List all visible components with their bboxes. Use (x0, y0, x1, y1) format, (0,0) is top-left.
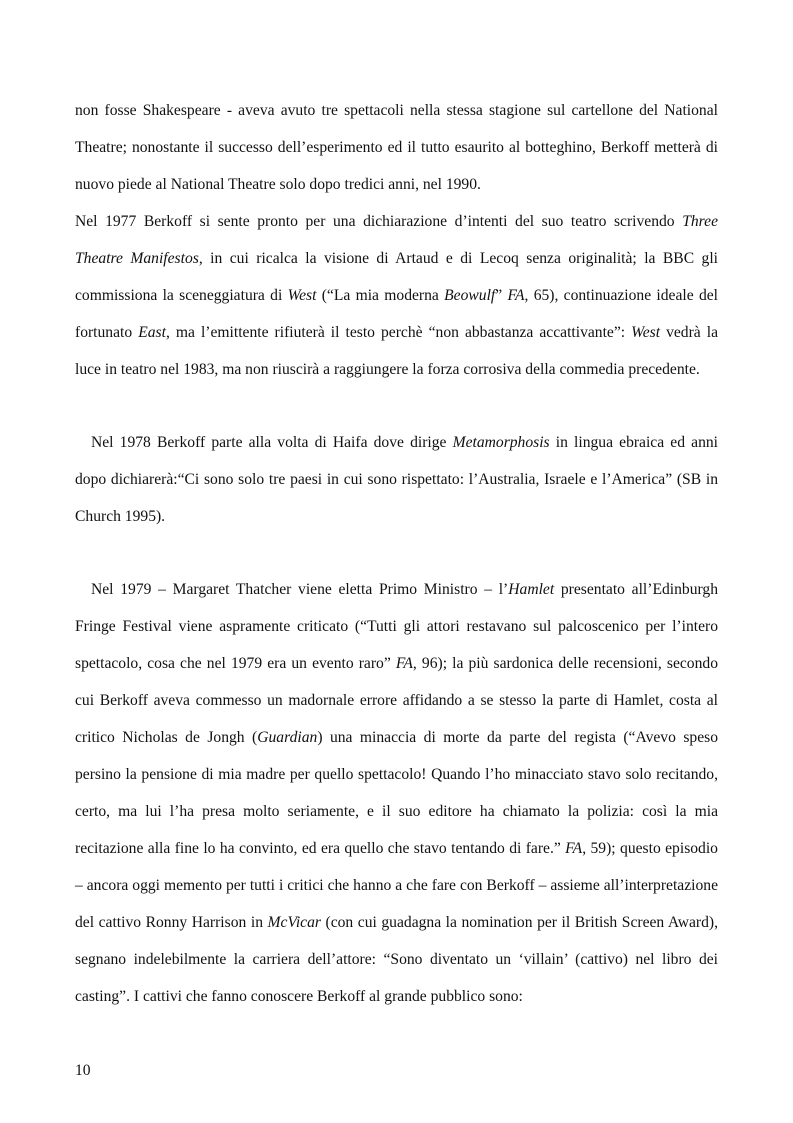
paragraph-2 (75, 203, 718, 388)
italic-title-text: East (138, 324, 166, 341)
body-text: presentato all’Edinburgh Fringe Festival viene aspramente criticato (“Tutti gli attori restavano sul palcoscenico per l’intero spettacolo, cosa che nel 1979 era un evento raro” (75, 581, 718, 672)
paragraph-1 (75, 92, 718, 203)
body-text: , 65), continuazione ideale del fortunato (75, 287, 718, 341)
body-text: ” (495, 287, 508, 304)
italic-title-text: McVicar (267, 914, 321, 931)
body-text: in lingua ebraica ed anni dopo dichiarerà:“Ci sono solo tre paesi in cui sono rispettato: l’Australia, Israele e l’America” (SB in Church 1995). (75, 434, 718, 525)
paragraph-spacer (75, 535, 718, 571)
body-text: , ma l’emittente rifiuterà il testo perchè “non abbastanza accattivante”: (165, 324, 632, 341)
body-text: (con cui guadagna la nomination per il British Screen Award), segnano indelebilmente la carriera dell’attore: “Sono diventato un ‘villain’ (cattivo) nel libro dei casting”. I cattivi che fanno conoscere Berkoff al grande pubblico sono: (75, 914, 718, 1005)
body-text: (“La mia moderna (316, 287, 445, 304)
italic-title-text: Metamorphosis (452, 434, 550, 451)
italic-title-text: West (287, 287, 317, 304)
paragraph-3 (75, 424, 718, 535)
body-text: , 59); questo episodio – ancora oggi memento per tutti i critici che hanno a che fare con Berkoff – assieme all’interpretazione del cattivo Ronny Harrison in (75, 840, 718, 931)
paragraph-4 (75, 571, 718, 1015)
document-page (75, 92, 718, 1015)
page-number: 10 (75, 1062, 91, 1079)
body-text: , 96); la più sardonica delle recensioni, secondo cui Berkoff aveva commesso un madornale errore affidando a se stesso la parte di Hamlet, costa al critico Nicholas de Jongh ( (75, 655, 718, 746)
italic-title-text: Guardian (257, 729, 318, 746)
body-text: Nel 1977 Berkoff si sente pronto per una dichiarazione d’intenti del suo teatro scrivendo (75, 213, 683, 230)
body-text: ) una minaccia di morte da parte del regista (“Avevo speso persino la pensione di mia madre per quello spettacolo! Quando l’ho minacciato stavo solo recitando, certo, ma lui l’ha presa molto seriamente, e il suo editore ha chiamato la polizia: così la mia recitazione alla fine lo ha convinto, ed era quello che stavo tentando di fare.” (75, 729, 718, 857)
paragraph-spacer (75, 388, 718, 424)
italic-title-text: FA (395, 655, 413, 672)
italic-title-text: Hamlet (508, 581, 555, 598)
italic-title-text: FA (565, 840, 583, 857)
italic-title-text: Beowulf (444, 287, 496, 304)
body-text: non fosse Shakespeare - aveva avuto tre spettacoli nella stessa stagione sul cartellone del National Theatre; nonostante il successo dell’esperimento ed il tutto esaurito al botteghino, Berkoff metterà di nuovo piede al National Theatre solo dopo tredici anni, nel 1990. (75, 102, 718, 193)
italic-title-text: Three Theatre Manifestos (75, 213, 718, 267)
body-text: , in cui ricalca la visione di Artaud e di Lecoq senza originalità; la BBC gli commissiona la sceneggiatura di (75, 250, 719, 304)
italic-title-text: West (631, 324, 661, 341)
body-text: vedrà la luce in teatro nel 1983, ma non riuscirà a raggiungere la forza corrosiva della commedia precedente. (75, 324, 718, 378)
body-text: Nel 1979 – Margaret Thatcher viene eletta Primo Ministro – l’ (91, 581, 509, 598)
italic-title-text: FA (507, 287, 525, 304)
body-text: Nel 1978 Berkoff parte alla volta di Haifa dove dirige (91, 434, 453, 451)
